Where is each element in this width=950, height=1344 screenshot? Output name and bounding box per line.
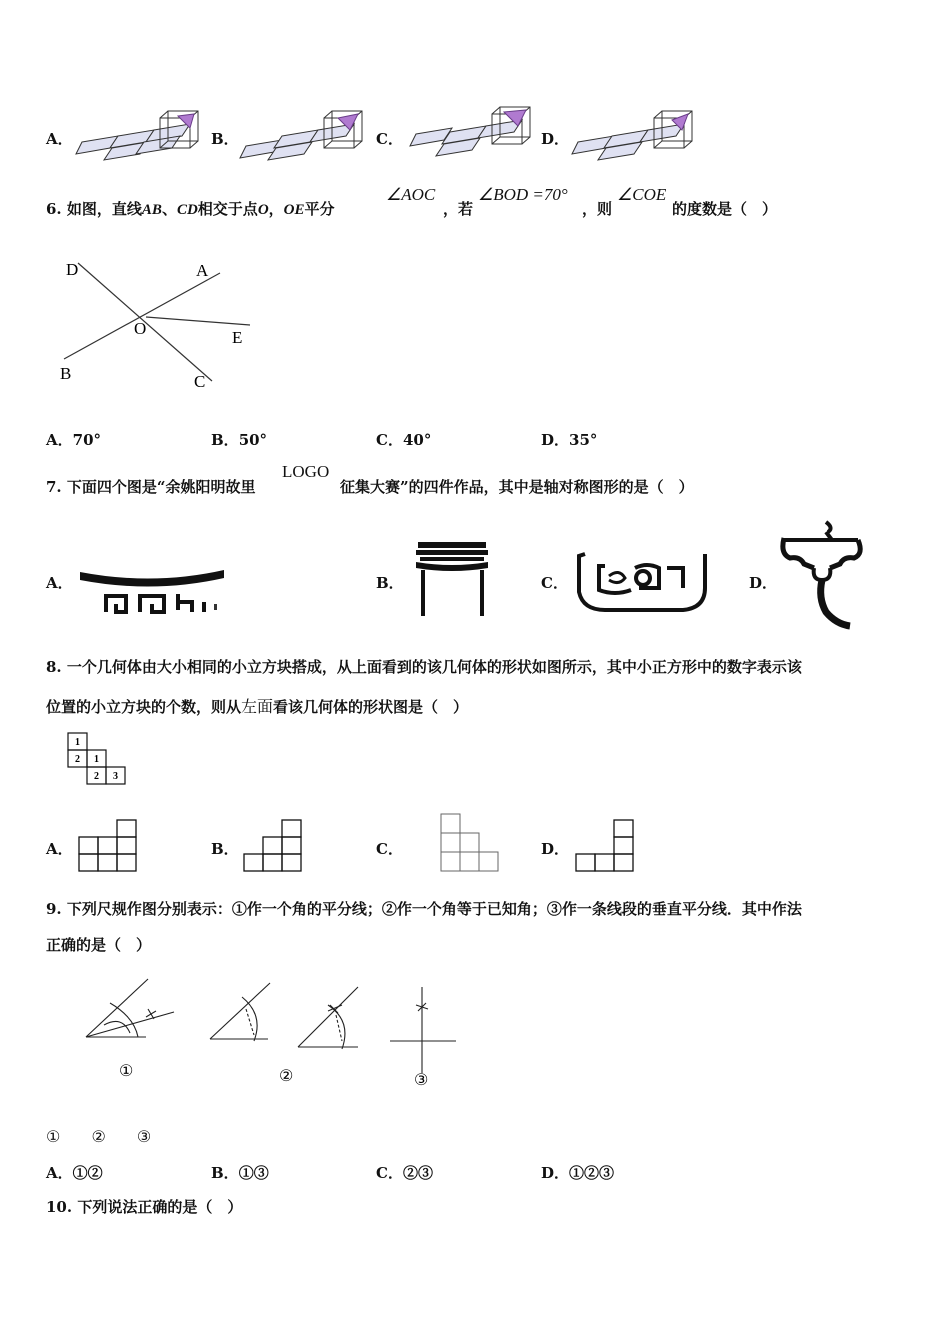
q6-ray-oe: OE <box>283 202 305 218</box>
q6-option-d <box>541 429 597 450</box>
q9-circle-1: ① <box>46 1127 61 1146</box>
q9-option-a-letter: A． <box>46 1164 73 1182</box>
q7-number: 7. <box>46 478 62 496</box>
q9-circle-2: ② <box>91 1127 106 1146</box>
q8-number: 8. <box>46 658 62 676</box>
q6-comma: ， <box>268 200 284 218</box>
q8-option-a-letter: A． <box>46 840 73 858</box>
q6-text-4: ，若 <box>443 200 474 218</box>
q5-cube-net-figure-d <box>568 108 698 164</box>
fig-label-1: ① <box>119 1063 134 1080</box>
q8-text-line2a: 位置的小立方块的个数，则从 <box>46 698 242 716</box>
q9-option-d-text: ①②③ <box>569 1164 615 1182</box>
q7-option-d-letter: D． <box>749 574 778 592</box>
label-c: C <box>194 372 206 391</box>
q5-cube-net-figure-c <box>406 104 536 160</box>
label-a: A <box>196 261 209 280</box>
grid-cell-3: 1 <box>94 754 99 765</box>
q9-option-c-letter: C． <box>376 1164 403 1182</box>
q6-option-b-text: 50° <box>238 431 268 449</box>
q9-option-a <box>46 1162 103 1183</box>
q6-line-ab: AB <box>141 202 162 218</box>
q7-option-b-letter: B． <box>376 574 404 592</box>
q8-option-d-letter: D． <box>541 840 570 858</box>
q6-text-6: 的度数是（ ） <box>672 200 778 218</box>
q7-text-2: 征集大赛”的四件作品，其中是轴对称图形的是（ ） <box>340 478 694 496</box>
q6-option-b-letter: B． <box>211 431 239 449</box>
q8-left-view-a <box>77 818 139 872</box>
q9-option-b-text: ①③ <box>238 1164 269 1182</box>
q8-left-view-d <box>574 818 636 872</box>
q8-stem-line1 <box>46 656 802 677</box>
q9-option-a-text: ①② <box>72 1164 103 1182</box>
q6-angle-coe: ∠COE <box>617 185 667 204</box>
q6-number: 6. <box>46 200 62 218</box>
q7-stem-part1 <box>46 476 256 497</box>
q6-text-1: 如图，直线 <box>66 200 142 218</box>
line-ab <box>64 273 220 359</box>
q6-angle-aoc: ∠AOC <box>386 185 436 204</box>
q8-text-line1: 一个几何体由大小相同的小立方块搭成，从上面看到的该几何体的形状如图所示，其中小正方形中的数字表示该 <box>66 658 802 676</box>
q9-option-b-letter: B． <box>211 1164 239 1182</box>
q9-option-b <box>211 1162 269 1183</box>
fig-label-3: ③ <box>414 1072 429 1089</box>
q6-option-a-letter: A． <box>46 431 73 449</box>
q9-number: 9. <box>46 900 62 918</box>
q5-option-b-letter: B． <box>211 130 239 148</box>
q6-option-a-text: 70° <box>72 431 102 449</box>
q9-option-c <box>376 1162 433 1183</box>
q6-text-3: 平分 <box>304 200 335 218</box>
q7-logo-figure-c <box>575 548 711 614</box>
q10-stem <box>46 1196 242 1217</box>
q7-text-1: 下面四个图是“余姚阳明故里 <box>66 478 256 496</box>
q9-constructions-figure <box>80 975 480 1090</box>
q6-option-c-text: 40° <box>402 431 432 449</box>
grid-cell-1: 1 <box>75 737 80 748</box>
q6-option-b <box>211 429 267 450</box>
q8-left-view-c <box>439 812 501 872</box>
q8-top-view-grid <box>66 731 130 785</box>
grid-cell-2: 2 <box>75 754 80 765</box>
q7-logo-figure-b <box>412 538 492 620</box>
q6-intersecting-lines-figure <box>50 255 270 400</box>
label-o: O <box>134 319 147 338</box>
q5-cube-net-figure-b <box>238 108 368 164</box>
q6-option-c-letter: C． <box>376 431 403 449</box>
grid-cell-4: 2 <box>94 771 99 782</box>
q6-text-2: 相交于点 <box>197 200 258 218</box>
q8-option-c-letter: C． <box>376 840 403 858</box>
q8-text-left-view: 左面 <box>241 697 274 716</box>
q9-text-line1: 下列尺规作图分别表示：①作一个角的平分线；②作一个角等于已知角；③作一条线段的垂直平分线．其中作法 <box>66 900 802 918</box>
q9-circle-3: ③ <box>136 1127 152 1146</box>
label-d: D <box>66 260 79 279</box>
ray-oe <box>146 317 250 325</box>
q6-text-5: ，则 <box>582 200 613 218</box>
q9-circle-labels-row <box>46 1127 151 1146</box>
q6-option-d-letter: D． <box>541 431 570 449</box>
q6-option-c <box>376 429 431 450</box>
q6-point-o: O <box>257 202 269 218</box>
fig-label-2: ② <box>279 1068 294 1085</box>
q7-option-a-letter: A． <box>46 574 73 592</box>
q7-option-c-letter: C． <box>541 574 568 592</box>
label-b: B <box>60 364 72 383</box>
q5-option-a-letter: A． <box>46 130 73 148</box>
q6-option-d-text: 35° <box>569 431 598 449</box>
q9-option-d-letter: D． <box>541 1164 570 1182</box>
q7-logo-figure-d <box>778 518 864 632</box>
q7-logo-word: LOGO <box>282 462 330 481</box>
q8-stem-line2 <box>46 694 468 717</box>
q10-number: 10. <box>46 1198 73 1216</box>
q5-option-c-letter: C． <box>376 130 403 148</box>
q8-text-line2c: 看该几何体的形状图是（ ） <box>273 698 469 716</box>
q6-angle-bod-value: ∠BOD =70° <box>478 185 568 204</box>
q10-text: 下列说法正确的是（ ） <box>77 1198 243 1216</box>
q9-stem-line2: 正确的是（ ） <box>46 936 152 954</box>
q8-left-view-b <box>242 818 304 872</box>
q9-stem-line1 <box>46 898 802 919</box>
q5-option-d-letter: D． <box>541 130 570 148</box>
q6-line-cd: CD <box>176 202 198 218</box>
q5-cube-net-figure-a <box>74 108 204 164</box>
q9-option-d <box>541 1162 614 1183</box>
q6-option-a <box>46 429 101 450</box>
q9-option-c-text: ②③ <box>402 1164 433 1182</box>
q7-logo-figure-a <box>78 564 228 624</box>
label-e: E <box>232 328 243 347</box>
q8-option-b-letter: B． <box>211 840 239 858</box>
grid-cell-5: 3 <box>113 771 118 782</box>
q6-separator: 、 <box>161 200 177 218</box>
q6-stem <box>46 198 335 219</box>
